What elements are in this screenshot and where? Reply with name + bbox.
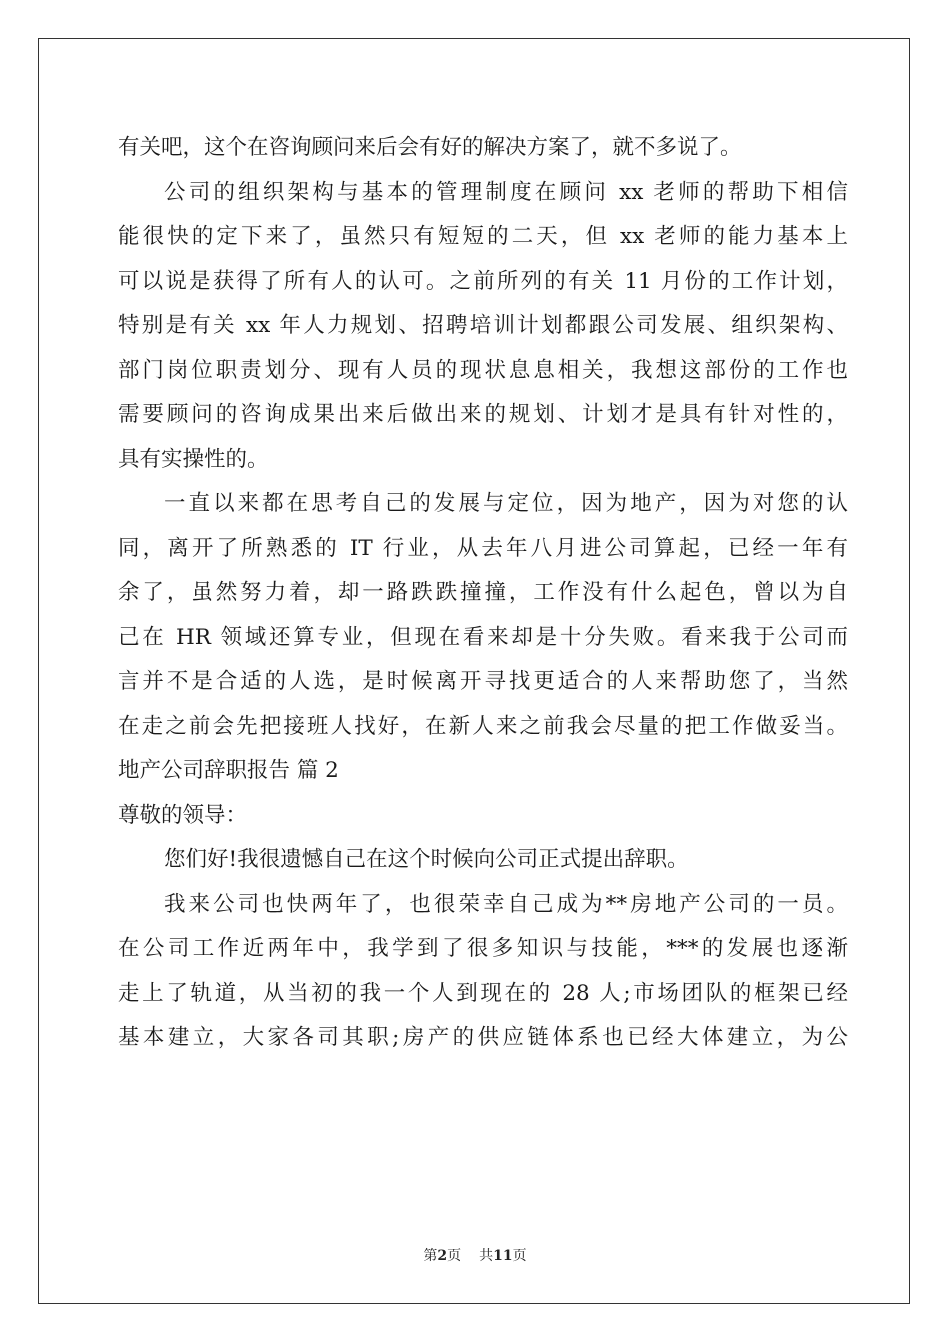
page-footer [0, 1245, 950, 1265]
document-body [118, 126, 848, 1061]
text-line: 特别是有关 xx 年人力规划、招聘培训计划都跟公司发展、组织架构、 [118, 313, 848, 338]
text-line: 一直以来都在思考自己的发展与定位，因为地产，因为对您的认 [164, 491, 848, 516]
text-line: 同，离开了所熟悉的 IT 行业，从去年八月进公司算起，已经一年有 [118, 535, 848, 561]
text-line: 可以说是获得了所有人的认可。之前所列的有关 11 月份的工作计划， [118, 268, 848, 294]
text-line: 需要顾问的咨询成果出来后做出来的规划、计划才是具有针对性的， [118, 402, 848, 427]
text-line: 在走之前会先把接班人找好，在新人来之前我会尽量的把工作做妥当。 [118, 713, 848, 739]
text-line: 有关吧，这个在咨询顾问来后会有好的解决方案了，就不多说了。 [118, 135, 742, 160]
text-line: 部门岗位职责划分、现有人员的现状息息相关，我想这部份的工作也 [118, 357, 848, 383]
total-suffix: 页 [512, 1248, 527, 1264]
text-line: 公司的组织架构与基本的管理制度在顾问 xx 老师的帮助下相信 [164, 179, 848, 205]
text-line: 己在 HR 领域还算专业，但现在看来却是十分失败。看来我于公司而 [118, 624, 848, 650]
text-line: 尊敬的领导： [118, 802, 248, 828]
text-line: 走上了轨道，从当初的我一个人到现在的 28 人;市场团队的框架已经 [118, 980, 848, 1006]
text-line: 我来公司也快两年了，也很荣幸自己成为**房地产公司的一员。 [164, 891, 848, 917]
total-prefix: 共 [479, 1248, 494, 1264]
text-line: 地产公司辞职报告 篇 2 [118, 758, 339, 783]
text-line: 言并不是合适的人选，是时候离开寻找更适合的人来帮助您了，当然 [118, 669, 848, 694]
page-prefix: 第 [423, 1248, 438, 1264]
text-line: 余了，虽然努力着，却一路跌跌撞撞，工作没有什么起色，曾以为自 [118, 580, 848, 605]
text-line: 在公司工作近两年中，我学到了很多知识与技能，***的发展也逐渐 [118, 936, 848, 961]
current-page-number: 2 [437, 1248, 448, 1264]
page-suffix: 页 [447, 1248, 462, 1264]
text-line: 基本建立，大家各司其职;房产的供应链体系也已经大体建立，为公 [118, 1025, 848, 1050]
total-page-number: 11 [493, 1248, 513, 1264]
text-line: 具有实操性的。 [118, 446, 269, 472]
text-line: 您们好!我很遗憾自己在这个时候向公司正式提出辞职。 [164, 847, 689, 872]
text-line: 能很快的定下来了，虽然只有短短的二天，但 xx 老师的能力基本上 [118, 224, 848, 249]
